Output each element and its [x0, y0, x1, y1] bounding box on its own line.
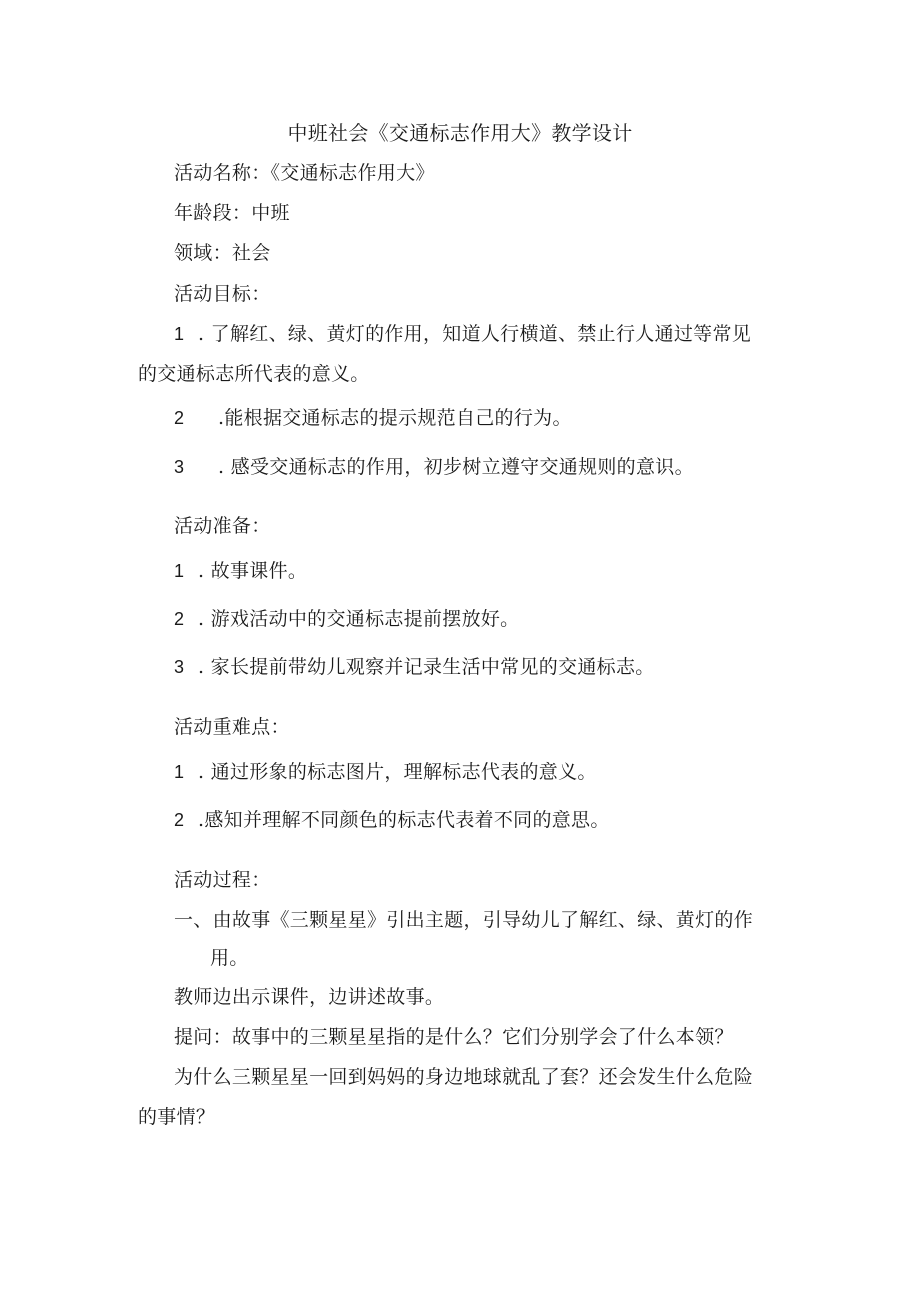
- process-paragraph-1: 教师边出示课件，边讲述故事。: [174, 986, 445, 1008]
- page-title: 中班社会《交通标志作用大》教学设计: [287, 121, 633, 145]
- goal-item-1: [174, 322, 751, 346]
- key-point-item-1: [174, 760, 597, 784]
- goal-text: . 了解红、绿、黄灯的作用，知道人行横道、禁止行人通过等常见: [198, 323, 752, 345]
- process-step-1-continued: 用。: [210, 947, 249, 969]
- prep-text: . 游戏活动中的交通标志提前摆放好。: [198, 608, 520, 630]
- goal-item-2: [174, 406, 572, 430]
- goals-heading: 活动目标：: [174, 283, 271, 305]
- key-point-number: 2: [174, 810, 185, 830]
- key-point-number: 1: [174, 762, 185, 782]
- prep-item-2: [174, 607, 519, 631]
- goal-number: 2: [174, 408, 185, 428]
- age-group: 年龄段：中班: [174, 202, 290, 224]
- goal-number: 3: [174, 457, 185, 477]
- domain-field: 领域：社会: [174, 242, 271, 264]
- goal-item-1-continued: 的交通标志所代表的意义。: [138, 363, 370, 385]
- prep-item-1: [174, 559, 307, 583]
- key-points-heading: 活动重难点：: [174, 716, 290, 738]
- prep-text: . 故事课件。: [198, 560, 308, 582]
- prep-number: 2: [174, 609, 185, 629]
- key-point-item-2: [174, 808, 610, 832]
- preparation-heading: 活动准备：: [174, 515, 271, 537]
- process-paragraph-3: 为什么三颗星星一回到妈妈的身边地球就乱了套？还会发生什么危险: [174, 1066, 754, 1088]
- goal-item-3: [174, 455, 694, 479]
- process-heading: 活动过程：: [174, 869, 271, 891]
- process-paragraph-2: 提问：故事中的三颗星星指的是什么？它们分别学会了什么本领？: [174, 1026, 734, 1048]
- prep-number: 3: [174, 657, 185, 677]
- goal-text: .能根据交通标志的提示规范自己的行为。: [218, 407, 572, 429]
- key-point-text: . 通过形象的标志图片，理解标志代表的意义。: [198, 761, 597, 783]
- key-point-text: .感知并理解不同颜色的标志代表着不同的意思。: [198, 809, 610, 831]
- prep-item-3: [174, 655, 655, 679]
- process-paragraph-3-continued: 的事情？: [138, 1106, 216, 1128]
- activity-name: 活动名称：《交通标志作用大》: [174, 162, 435, 184]
- process-step-1: 一、由故事《三颗星星》引出主题，引导幼儿了解红、绿、黄灯的作: [174, 909, 754, 931]
- prep-number: 1: [174, 561, 185, 581]
- goal-text: . 感受交通标志的作用，初步树立遵守交通规则的意识。: [218, 456, 694, 478]
- prep-text: . 家长提前带幼儿观察并记录生活中常见的交通标志。: [198, 656, 655, 678]
- goal-number: 1: [174, 324, 185, 344]
